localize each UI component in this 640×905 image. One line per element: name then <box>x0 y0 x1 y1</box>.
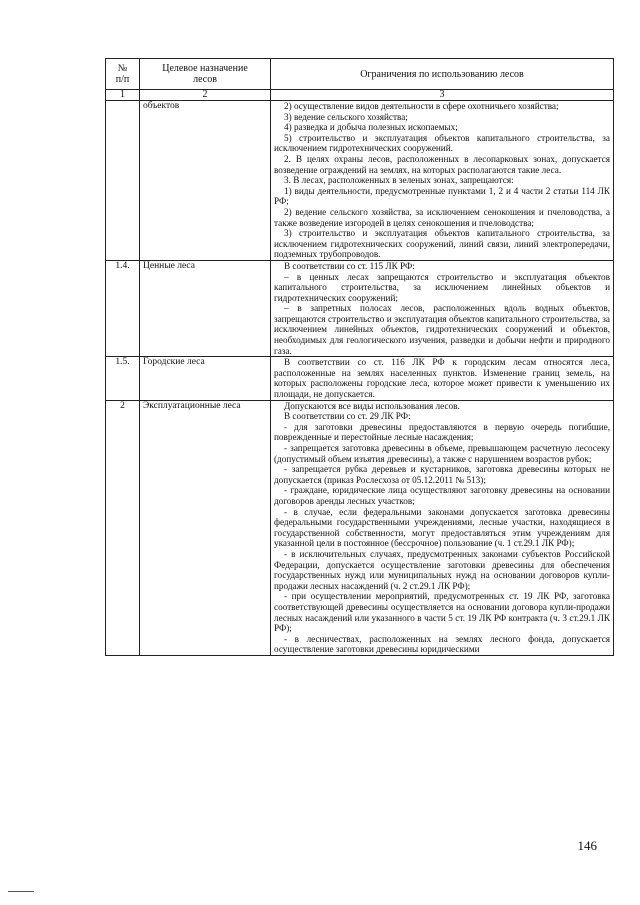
restriction-paragraph: 2) осуществление видов деятельности в сфере охотничьего хозяйства; <box>284 101 559 111</box>
header-num <box>106 59 140 90</box>
table-row <box>106 357 614 400</box>
restriction-paragraph: - в случае, если федеральными законами допускается заготовка древесины федеральными государственными учреждениями, лесные участки, находящиеся в государственной собственности, могут предоставляться этим учреждениям для указанной цели в постоянное (бессрочное) пользование (ч. 1 ст.29.1 ЛК РФ); <box>274 506 610 549</box>
restriction-paragraph: 3) строительство и эксплуатация объектов капитального строительства, за исключением гидротехнических сооружений, линий связи, линий электропередачи, подземных трубопроводов. <box>274 228 610 260</box>
restriction-paragraph: - при осуществлении мероприятий, предусмотренных ст. 19 ЛК РФ, заготовка соответствующей древесины осуществляется на основании договора купли-продажи лесных насаждений или указанного в части 5 ст. 19 ЛК РФ контракта (ч. 3 ст.29.1 ЛК РФ); <box>274 591 610 634</box>
restriction-text <box>271 260 614 356</box>
table-row <box>106 400 614 655</box>
restriction-text <box>271 101 614 261</box>
restriction-paragraph: - запрещается рубка деревьев и кустарников, заготовка древесины которых не допускается (приказ Рослесхоза от 05.12.2011 № 513); <box>274 464 610 485</box>
restriction-paragraph: - граждане, юридические лица осуществляют заготовку древесины на основании договоров аренды лесных участков; <box>274 485 610 506</box>
column-numbers-row <box>106 90 614 101</box>
row-number: 1.4. <box>106 260 140 356</box>
restriction-paragraph: 2. В целях охраны лесов, расположенных в лесопарковых зонах, допускается возведение ограждений на землях, на которых располагаются такие леса. <box>274 153 610 175</box>
restriction-paragraph: В соответствии со ст. 29 ЛК РФ: <box>284 411 411 422</box>
forest-category: Ценные леса <box>140 260 271 356</box>
col-number-3: 3 <box>271 90 614 101</box>
restriction-paragraph: 2) ведение сельского хозяйства, за исключением сенокошения и пчеловодства, а также возведение изгородей в целях сенокошения и пчеловодства; <box>274 206 610 228</box>
restriction-paragraph: 4) разведка и добыча полезных ископаемых; <box>284 122 458 133</box>
header-restrictions <box>271 59 614 90</box>
forest-restrictions-table <box>105 58 614 656</box>
header-purpose <box>140 59 271 90</box>
restriction-paragraph: - запрещается заготовка древесины в объеме, превышающем расчетную лесосеку (допустимый объем изъятия древесины), а также с нарушением возрастов рубок; <box>274 443 610 464</box>
restriction-paragraph: - для заготовки древесины предоставляются в первую очередь погибшие, поврежденные и перестойные лесные насаждения; <box>274 421 610 443</box>
restriction-paragraph: 3. В лесах, расположенных в зеленых зонах, запрещаются: <box>284 175 514 186</box>
forest-category: объектов <box>140 101 271 261</box>
restriction-paragraph: - в исключительных случаях, предусмотренных законами субъектов Российской Федерации, допускается осуществление заготовки древесины для обеспечения государственных нужд или муниципальных нужд на основании договоров купли-продажи лесных насаждений (ч. 2 ст.29.1 ЛК РФ); <box>274 548 610 591</box>
page-number: 146 <box>577 838 597 853</box>
footnote-divider <box>8 891 34 892</box>
restriction-paragraph: В соответствии со ст. 115 ЛК РФ: <box>284 260 415 271</box>
header-purpose-text: Целевое назначение лесов <box>162 63 248 85</box>
restriction-paragraph: В соответствии со ст. 116 ЛК РФ к городским лесам относятся леса, расположенные на землях населенных пунктов. Изменение границ земель, на которых расположены городские леса, которое может привести к уменьшению их площади, не допускается. <box>274 357 610 400</box>
row-number: 1.5. <box>106 357 140 400</box>
restriction-paragraph: 5) строительство и эксплуатация объектов капитального строительства, за исключением гидротехнических сооружений. <box>274 132 610 154</box>
table-header-row <box>106 59 614 90</box>
table-row <box>106 101 614 261</box>
restriction-text <box>271 400 614 655</box>
restriction-paragraph: - в лесничествах, расположенных на землях лесного фонда, допускается осуществление заготовки древесины юридическими <box>274 633 610 655</box>
restriction-paragraph: Допускаются все виды использования лесов. <box>284 400 460 411</box>
restriction-paragraph: – в ценных лесах запрещаются строительство и эксплуатация объектов капитального строительства, за исключением линейных объектов и гидротехнических сооружений; <box>274 271 610 303</box>
row-number <box>106 101 140 261</box>
row-number: 2 <box>106 400 140 655</box>
restriction-text <box>271 357 614 400</box>
table-row <box>106 260 614 356</box>
header-num-text: № п/п <box>115 63 130 85</box>
forest-category: Эксплуатационные леса <box>140 400 271 655</box>
restriction-paragraph: 3) ведение сельского хозяйства; <box>284 111 408 122</box>
restriction-paragraph: – в запретных полосах лесов, расположенных вдоль водных объектов, запрещаются строительство и эксплуатация объектов капитального строительства, за исключением линейных объектов, гидротехнических сооружений и объектов, необходимых для геологического изучения, разведки и добычи нефти и природного газа. <box>274 303 610 356</box>
restriction-paragraph: 1) виды деятельности, предусмотренные пунктами 1, 2 и 4 части 2 статьи 114 ЛК РФ; <box>274 185 610 207</box>
header-restrictions-text: Ограничения по использованию лесов <box>360 68 524 80</box>
col-number-2: 2 <box>140 90 271 101</box>
col-number-1: 1 <box>106 90 140 101</box>
forest-category: Городские леса <box>140 357 271 400</box>
